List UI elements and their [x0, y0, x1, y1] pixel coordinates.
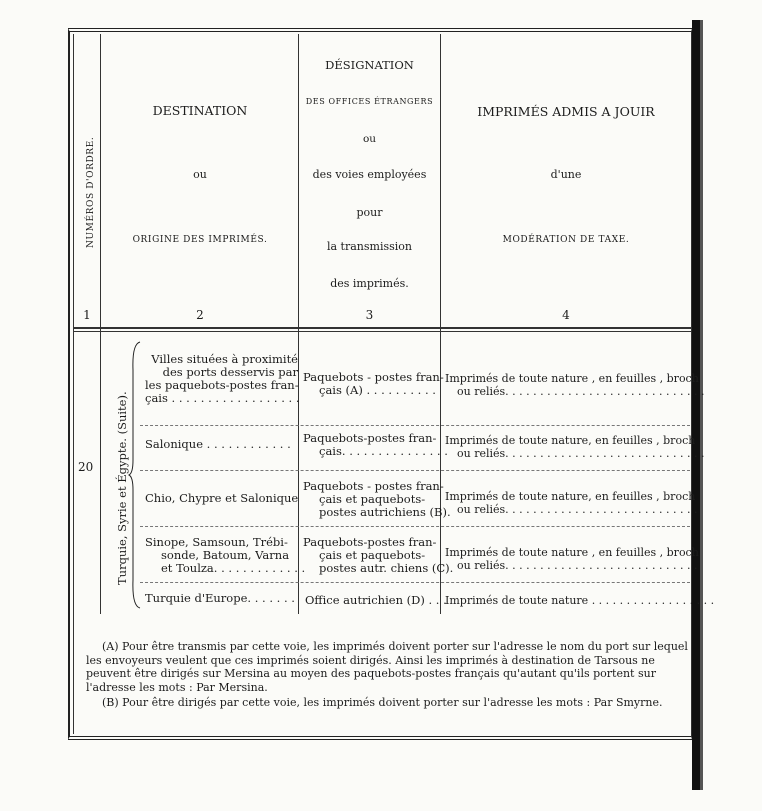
col3-line3: des voies employées — [312, 168, 427, 181]
col-number-3: 3 — [365, 308, 374, 322]
header-rule — [74, 327, 691, 329]
col2-title: DESTINATION — [152, 103, 248, 118]
row2-imprimes: Imprimés de toute nature, en feuilles , broch ou reliés. . . . . . . . . . . . . . . . . . . . . . . . . . . . . — [445, 434, 705, 460]
col1-header: NUMÉROS D'ORDRE. — [86, 136, 96, 248]
col3-line1: DES OFFICES ÉTRANGERS — [305, 97, 434, 106]
group-brace — [128, 340, 142, 610]
footnote-a: (A) Pour être transmis par cette voie, les imprimés doivent porter sur l'adresse le nom du port sur lequel les envoyeurs veulent que ces imprimés soient dirigés. Ainsi les imprimés à destination de Tarsous ne peuvent être dirigés sur Mersina au moyen des paquebots-postes français qu'autant qu'ils portent sur l'adresse les mots : Par Mersina. — [86, 640, 688, 694]
row5-designation: Office autrichien (D) . . . — [305, 593, 447, 607]
row-number: 20 — [78, 460, 94, 474]
row-divider-4 — [140, 582, 690, 584]
row4-imprimes: Imprimés de toute nature , en feuilles , broch ou reliés. . . . . . . . . . . . . . . . . . . . . . . . . . . . — [445, 546, 699, 572]
row-divider-1 — [140, 425, 690, 427]
col-number-1: 1 — [83, 308, 91, 322]
col3-line2: ou — [362, 133, 377, 145]
row2-designation: Paquebots-postes fran- çais. . . . . . . . . . . . . . . — [303, 431, 448, 458]
col3-line5: la transmission — [326, 240, 412, 253]
frame-inner-line — [73, 34, 74, 734]
row4-destination: Sinope, Samsoun, Trébi- sonde, Batoum, Varna et Toulza. . . . . . . . . . . . . — [145, 535, 306, 575]
row2-destination: Salonique . . . . . . . . . . . . — [145, 437, 291, 451]
row-divider-2 — [140, 470, 690, 472]
footnote-b: (B) Pour être dirigés par cette voie, les imprimés doivent porter sur l'adresse les mots : Par Smyrne. — [102, 696, 663, 709]
row3-imprimes: Imprimés de toute nature, en feuilles , broch ou reliés. . . . . . . . . . . . . . . . . . . . . . . . . . . . — [445, 490, 698, 516]
col-separator-1 — [100, 34, 101, 614]
col3-line4: pour — [356, 206, 383, 219]
binding-shadow — [700, 20, 703, 790]
row1-designation: Paquebots - postes fran- çais (A) . . . . . . . . . . — [303, 370, 444, 397]
row5-imprimes: Imprimés de toute nature . . . . . . . . . . . . . . . . . . — [445, 594, 715, 607]
row-divider-3 — [140, 526, 690, 528]
row1-imprimes: Imprimés de toute nature , en feuilles , broch ou reliés. . . . . . . . . . . . . . . . . . . . . . . . . . . . . — [445, 372, 705, 398]
group-label: Turquie, Syrie et Égypte. (Suite). — [115, 391, 129, 585]
header-rule-thin — [74, 331, 691, 332]
col3-title: DÉSIGNATION — [325, 58, 414, 72]
row4-designation: Paquebots-postes fran- çais et paquebots- postes autr. chiens (C). — [303, 535, 454, 575]
row5-destination: Turquie d'Europe. . . . . . . — [145, 591, 295, 605]
col2-ou: ou — [193, 168, 207, 181]
row3-destination: Chio, Chypre et Salonique — [145, 491, 299, 505]
col4-line1: d'une — [550, 168, 582, 181]
col4-line2: MODÉRATION DE TAXE. — [502, 235, 630, 245]
col-number-2: 2 — [196, 308, 204, 322]
row1-destination: Villes situées à proximité des ports desservis par les paquebots-postes fran- çais . . . . . . . . . . . . . . . . . . — [145, 352, 300, 405]
col2-subtitle: ORIGINE DES IMPRIMÉS. — [132, 235, 268, 245]
col-number-4: 4 — [562, 308, 570, 322]
col3-line6: des imprimés. — [330, 277, 409, 290]
col4-title: IMPRIMÉS ADMIS A JOUIR — [477, 104, 655, 119]
row3-designation: Paquebots - postes fran- çais et paquebots- postes autrichiens (B). — [303, 479, 451, 519]
